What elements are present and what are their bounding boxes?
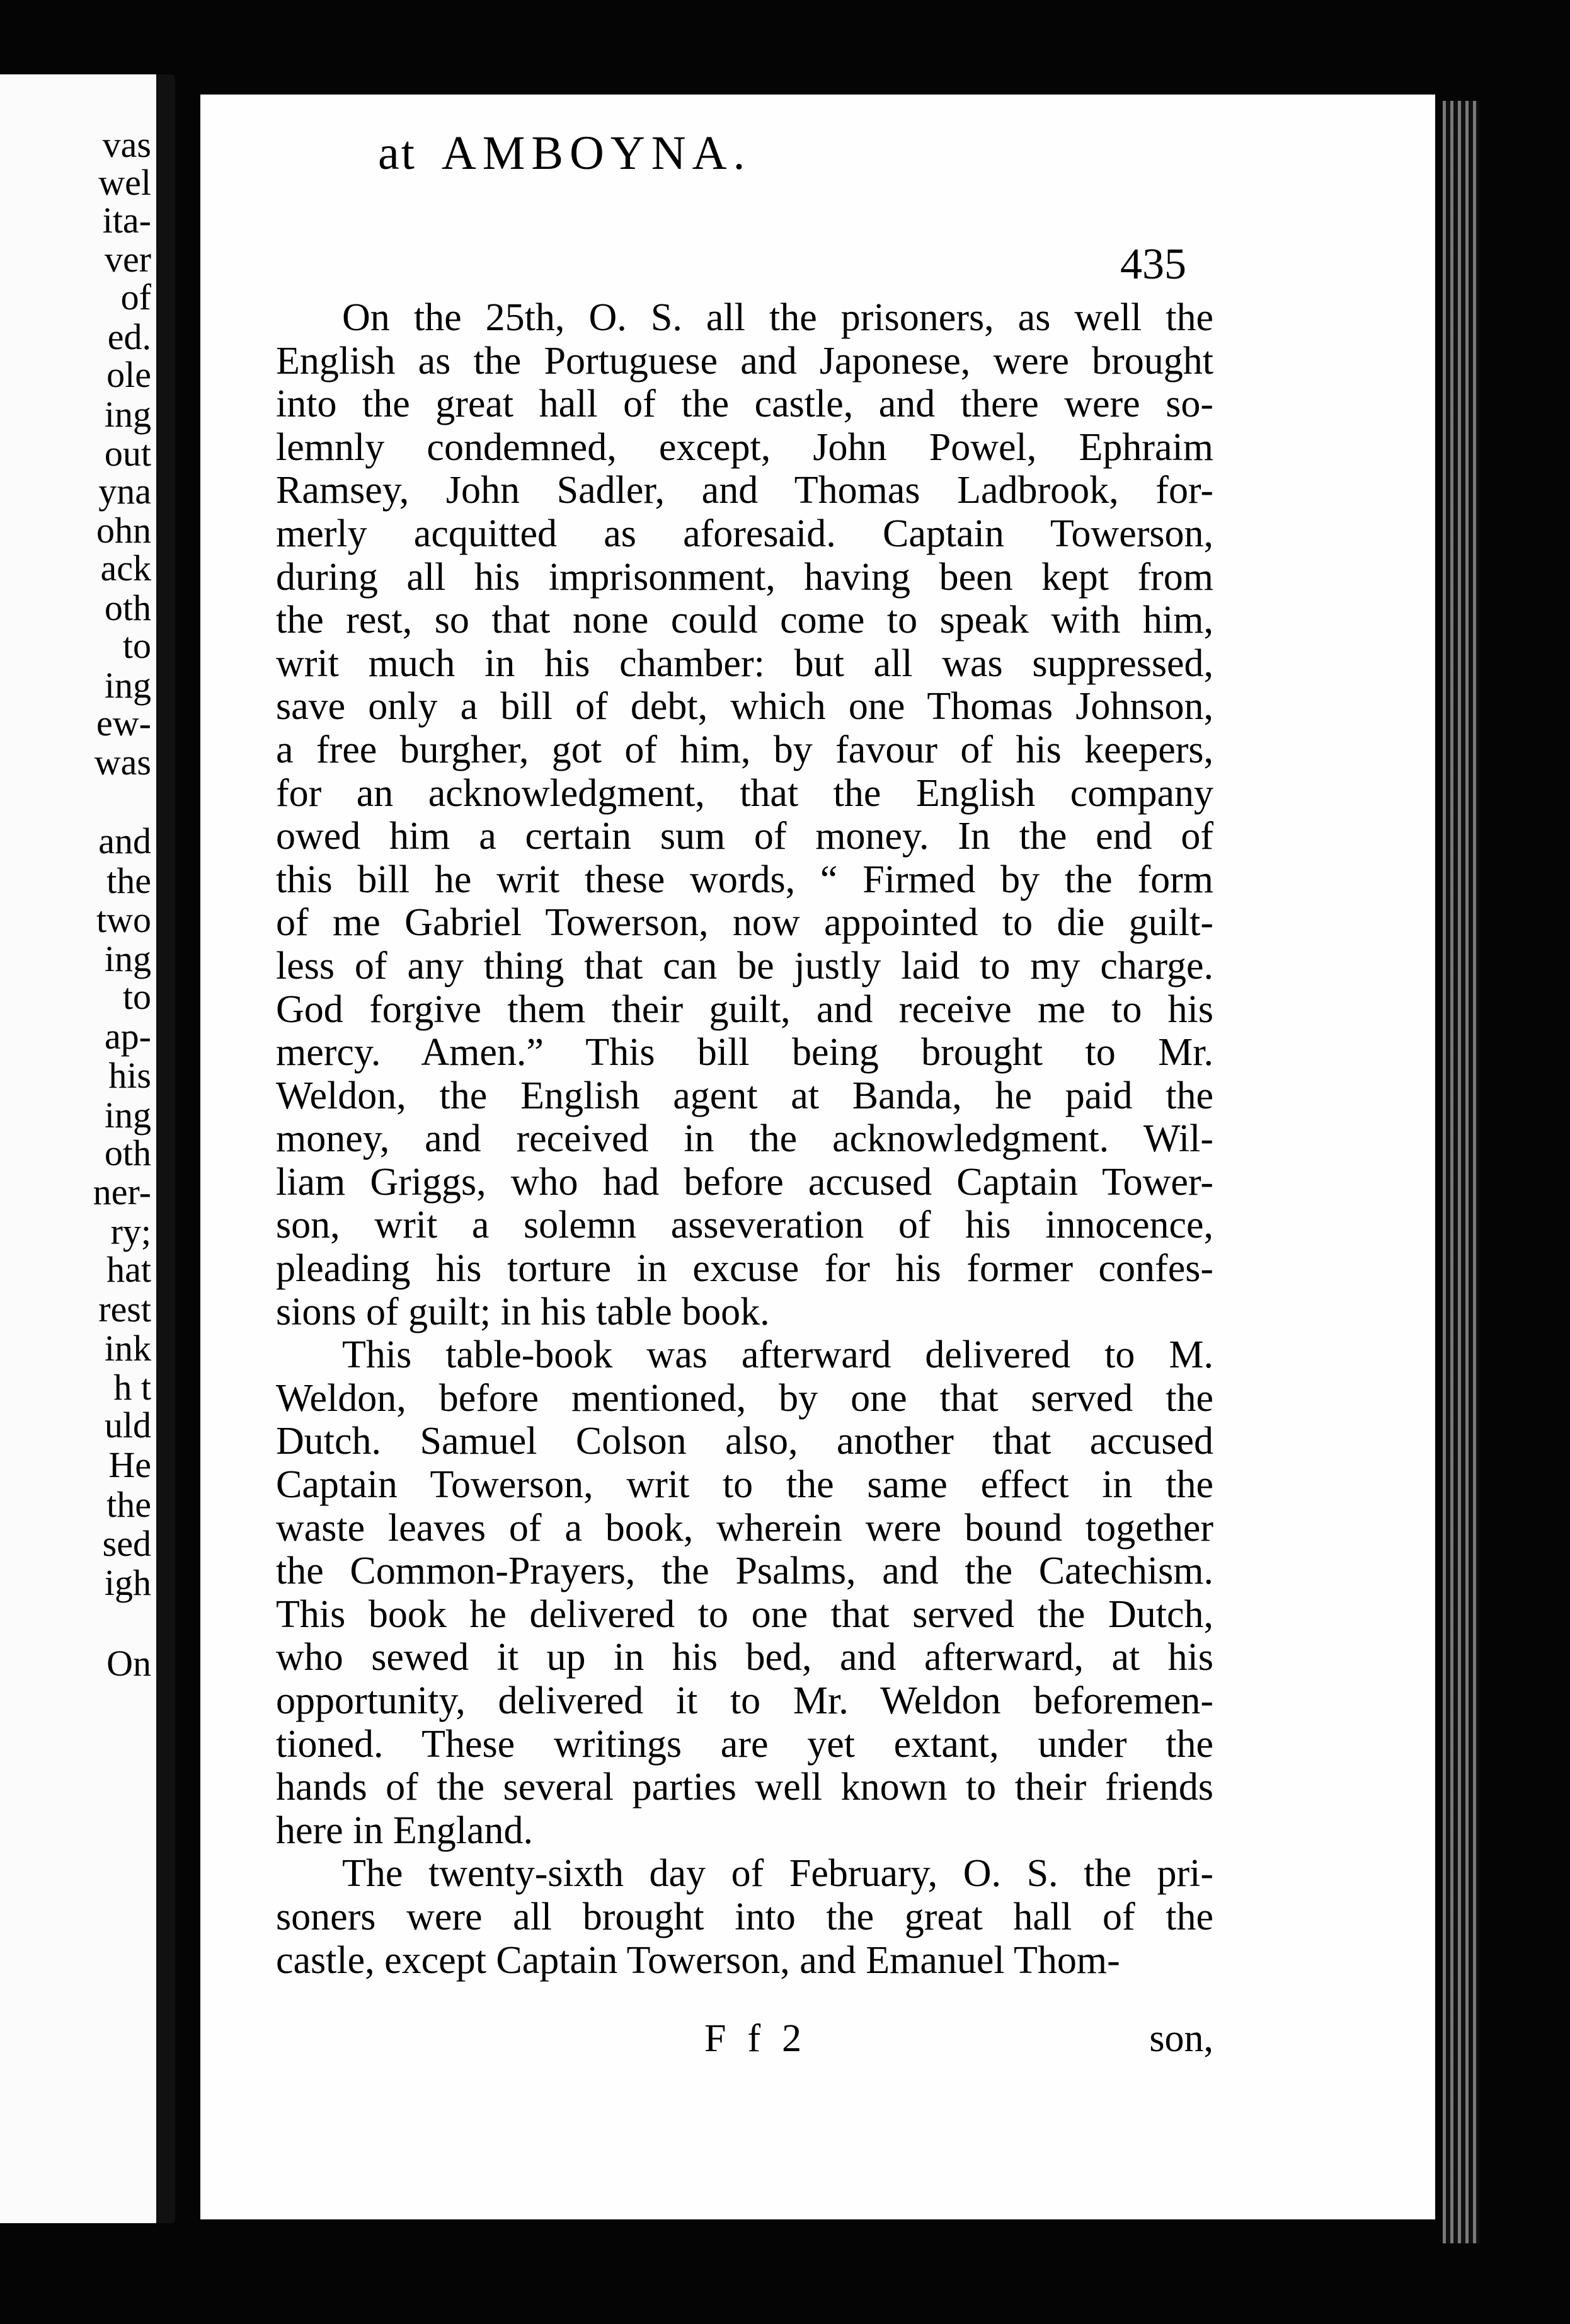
text-line: writ much in his chamber: but all was suppressed, — [276, 641, 1213, 685]
text-line: Weldon, before mentioned, by one that served the — [276, 1376, 1213, 1420]
facing-page-fragment: ole — [106, 354, 151, 395]
text-line: God forgive them their guilt, and receive me to his — [276, 987, 1213, 1031]
text-line: soners were all brought into the great hall of the — [276, 1895, 1213, 1938]
facing-page-fragment: yna — [98, 471, 151, 512]
text-line: who sewed it up in his bed, and afterward, at his — [276, 1636, 1213, 1679]
signature-mark: Ff2 — [704, 2017, 823, 2060]
text-line: Dutch. Samuel Colson also, another that accused — [276, 1420, 1213, 1463]
text-line: pleading his torture in excuse for his former confes- — [276, 1247, 1213, 1291]
facing-page-fragment: ed. — [107, 316, 151, 357]
facing-page-fragment: hat — [106, 1249, 151, 1290]
facing-page-fragment: On — [106, 1643, 151, 1684]
facing-page-fragment: out — [104, 433, 151, 474]
text-line: here in England. — [276, 1809, 534, 1852]
facing-page-fragment: h t — [113, 1367, 151, 1408]
facing-page-fragment: sed — [102, 1523, 151, 1564]
facing-page-fragment: and — [98, 820, 151, 861]
facing-page-fragment: of — [120, 277, 151, 318]
text-line: into the great hall of the castle, and there were so- — [276, 383, 1213, 426]
text-line: during all his imprisonment, having been kept from — [276, 555, 1213, 599]
facing-page-fragment: oth — [104, 587, 151, 628]
facing-page-fragment: igh — [104, 1562, 151, 1603]
facing-page-fragment: ing — [104, 394, 151, 435]
facing-page-fragment: ver — [104, 239, 151, 280]
text-line: mercy. Amen.” This bill being brought to Mr. — [276, 1031, 1213, 1074]
header-prefix: at — [378, 127, 416, 180]
facing-page-fragment: ap- — [104, 1016, 151, 1057]
text-line: the Common-Prayers, the Psalms, and the Catechism. — [276, 1550, 1213, 1593]
facing-page-fragment: ohn — [96, 510, 151, 551]
text-line: tioned. These writings are yet extant, under the — [276, 1722, 1213, 1766]
facing-page-fragment: ner- — [93, 1171, 151, 1212]
text-line: liam Griggs, who had before accused Captain Tower- — [276, 1160, 1213, 1204]
facing-page-fragment: rest — [98, 1289, 151, 1330]
facing-page-fragment: the — [106, 860, 151, 901]
facing-page-fragment: ink — [104, 1328, 151, 1369]
page-number: 435 — [1120, 240, 1186, 289]
facing-page-fragment: ing — [104, 938, 151, 979]
text-line: the rest, so that none could come to speak with him, — [276, 599, 1213, 642]
text-line: Ramsey, John Sadler, and Thomas Ladbrook, for- — [276, 469, 1213, 512]
text-line: This table-book was afterward delivered to M. — [342, 1333, 1213, 1377]
text-line: This book he delivered to one that served the Dutch, — [276, 1592, 1213, 1636]
text-line: a free burgher, got of him, by favour of his keepers, — [276, 728, 1213, 771]
text-line: less of any thing that can be justly laid to my charge. — [276, 944, 1213, 987]
catchword: son, — [1149, 2017, 1213, 2060]
facing-page-fragment: oth — [104, 1132, 151, 1173]
facing-page-fragment: vas — [102, 124, 151, 165]
text-line: opportunity, delivered it to Mr. Weldon beforemen- — [276, 1679, 1213, 1722]
facing-page-fragment: ew- — [96, 703, 151, 744]
text-line: The twenty-sixth day of February, O. S. the pri- — [342, 1852, 1213, 1895]
facing-page-fragment: ing — [104, 665, 151, 706]
text-line: hands of the several parties well known to their friends — [276, 1766, 1213, 1809]
facing-page-fragment: ry; — [110, 1211, 151, 1252]
page-stack-edge — [1443, 101, 1479, 2243]
text-line: merly acquitted as aforesaid. Captain Towerson, — [276, 512, 1213, 555]
page-footer — [276, 2016, 1213, 2067]
facing-page-fragment: uld — [104, 1405, 151, 1446]
text-line: save only a bill of debt, which one Thomas Johnson, — [276, 685, 1213, 728]
text-line: for an acknowledgment, that the English company — [276, 771, 1213, 815]
facing-page-edge — [0, 74, 175, 2223]
facing-page-fragment: two — [96, 899, 151, 940]
text-line: money, and received in the acknowledgment. Wil- — [276, 1117, 1213, 1161]
facing-page-fragment: He — [108, 1444, 151, 1485]
text-line: sions of guilt; in his table book. — [276, 1290, 770, 1333]
facing-page-fragment: to — [122, 625, 151, 666]
facing-page-fragment: was — [94, 742, 151, 783]
header-place: AMBOYNA. — [441, 127, 752, 180]
facing-page-fragment: ing — [104, 1095, 151, 1136]
text-line: owed him a certain sum of money. In the end of — [276, 815, 1213, 858]
facing-page-fragment: the — [106, 1484, 151, 1525]
facing-page-fragment: ack — [100, 548, 151, 589]
running-header — [378, 126, 1229, 195]
facing-page-fragment: his — [108, 1055, 151, 1096]
facing-page-fragment: wel — [98, 162, 151, 203]
facing-page-fragment: to — [122, 976, 151, 1017]
body-text — [276, 296, 1213, 1982]
text-line: waste leaves of a book, wherein were bound together — [276, 1506, 1213, 1550]
text-line: English as the Portuguese and Japonese, were brought — [276, 339, 1213, 383]
text-line: Captain Towerson, writ to the same effect in the — [276, 1463, 1213, 1507]
text-line: of me Gabriel Towerson, now appointed to die guilt- — [276, 901, 1213, 945]
text-line: this bill he writ these words, “ Firmed by the form — [276, 858, 1213, 901]
facing-page-fragment: ita- — [102, 200, 151, 241]
text-line: castle, except Captain Towerson, and Emanuel Thom- — [276, 1938, 1120, 1982]
text-line: Weldon, the English agent at Banda, he paid the — [276, 1074, 1213, 1117]
text-line: On the 25th, O. S. all the prisoners, as well the — [342, 296, 1213, 339]
text-line: son, writ a solemn asseveration of his innocence, — [276, 1204, 1213, 1247]
text-line: lemnly condemned, except, John Powel, Ephraim — [276, 425, 1213, 469]
